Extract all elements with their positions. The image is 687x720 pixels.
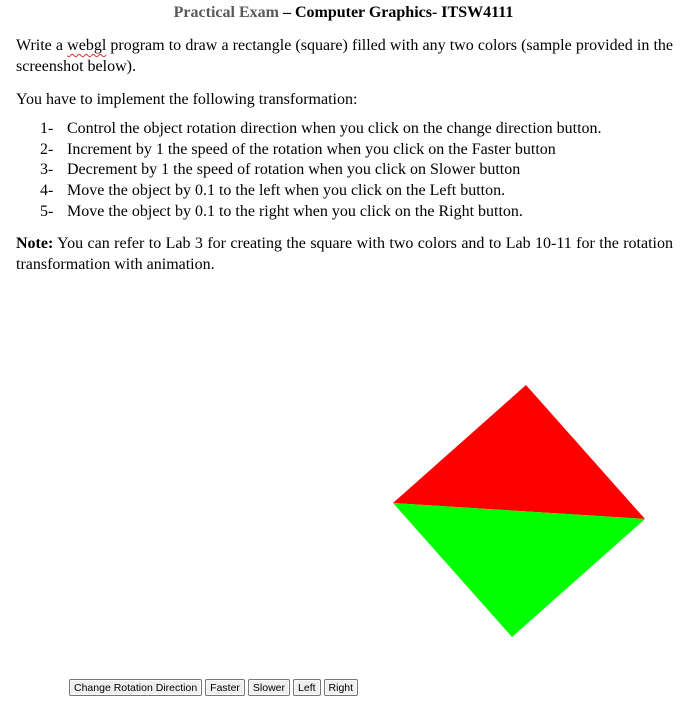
task-intro: You have to implement the following transformation: bbox=[16, 91, 358, 108]
intro-paragraph bbox=[16, 35, 673, 77]
intro-pre: Write a bbox=[16, 37, 68, 54]
note-label: Note: bbox=[16, 235, 54, 252]
step-number: 5- bbox=[40, 202, 54, 220]
step-number: 1- bbox=[40, 120, 54, 137]
step-item bbox=[40, 160, 602, 181]
steps-list bbox=[40, 119, 602, 223]
step-item bbox=[40, 202, 602, 223]
step-text: Increment by 1 the speed of the rotation when you click on the Faster button bbox=[67, 140, 556, 158]
webgl-canvas bbox=[385, 375, 655, 645]
note-paragraph bbox=[16, 233, 673, 275]
change-direction-button[interactable]: Change Rotation Direction bbox=[69, 679, 202, 696]
slower-button[interactable]: Slower bbox=[248, 679, 290, 696]
title-course: – Computer Graphics- ITSW4111 bbox=[278, 4, 514, 21]
step-number: 2- bbox=[40, 140, 54, 158]
step-number: 4- bbox=[40, 182, 54, 200]
step-text: Move the object by 0.1 to the left when you click on the Left button. bbox=[67, 182, 506, 200]
note-text: You can refer to Lab 3 for creating the square with two colors and to Lab 10-11 for the rotation transformation with animation. bbox=[16, 235, 673, 273]
red-triangle bbox=[393, 385, 645, 519]
title-exam: Practical Exam bbox=[173, 4, 279, 21]
step-item bbox=[40, 181, 602, 202]
intro-term: webgl bbox=[67, 37, 107, 54]
page-title bbox=[0, 3, 687, 23]
step-text: Decrement by 1 the speed of rotation when you click on Slower button bbox=[67, 161, 521, 179]
step-item bbox=[40, 140, 602, 161]
step-number: 3- bbox=[40, 161, 54, 179]
green-triangle bbox=[393, 503, 645, 637]
step-item bbox=[40, 119, 602, 140]
left-button[interactable]: Left bbox=[293, 679, 321, 696]
step-text: Control the object rotation direction when you click on the change direction button. bbox=[67, 120, 602, 137]
intro-post: program to draw a rectangle (square) filled with any two colors (sample provided in the screenshot below). bbox=[16, 37, 673, 75]
faster-button[interactable]: Faster bbox=[205, 679, 245, 696]
right-button[interactable]: Right bbox=[324, 679, 359, 696]
step-text: Move the object by 0.1 to the right when you click on the Right button. bbox=[67, 202, 523, 220]
control-buttons bbox=[69, 679, 358, 696]
